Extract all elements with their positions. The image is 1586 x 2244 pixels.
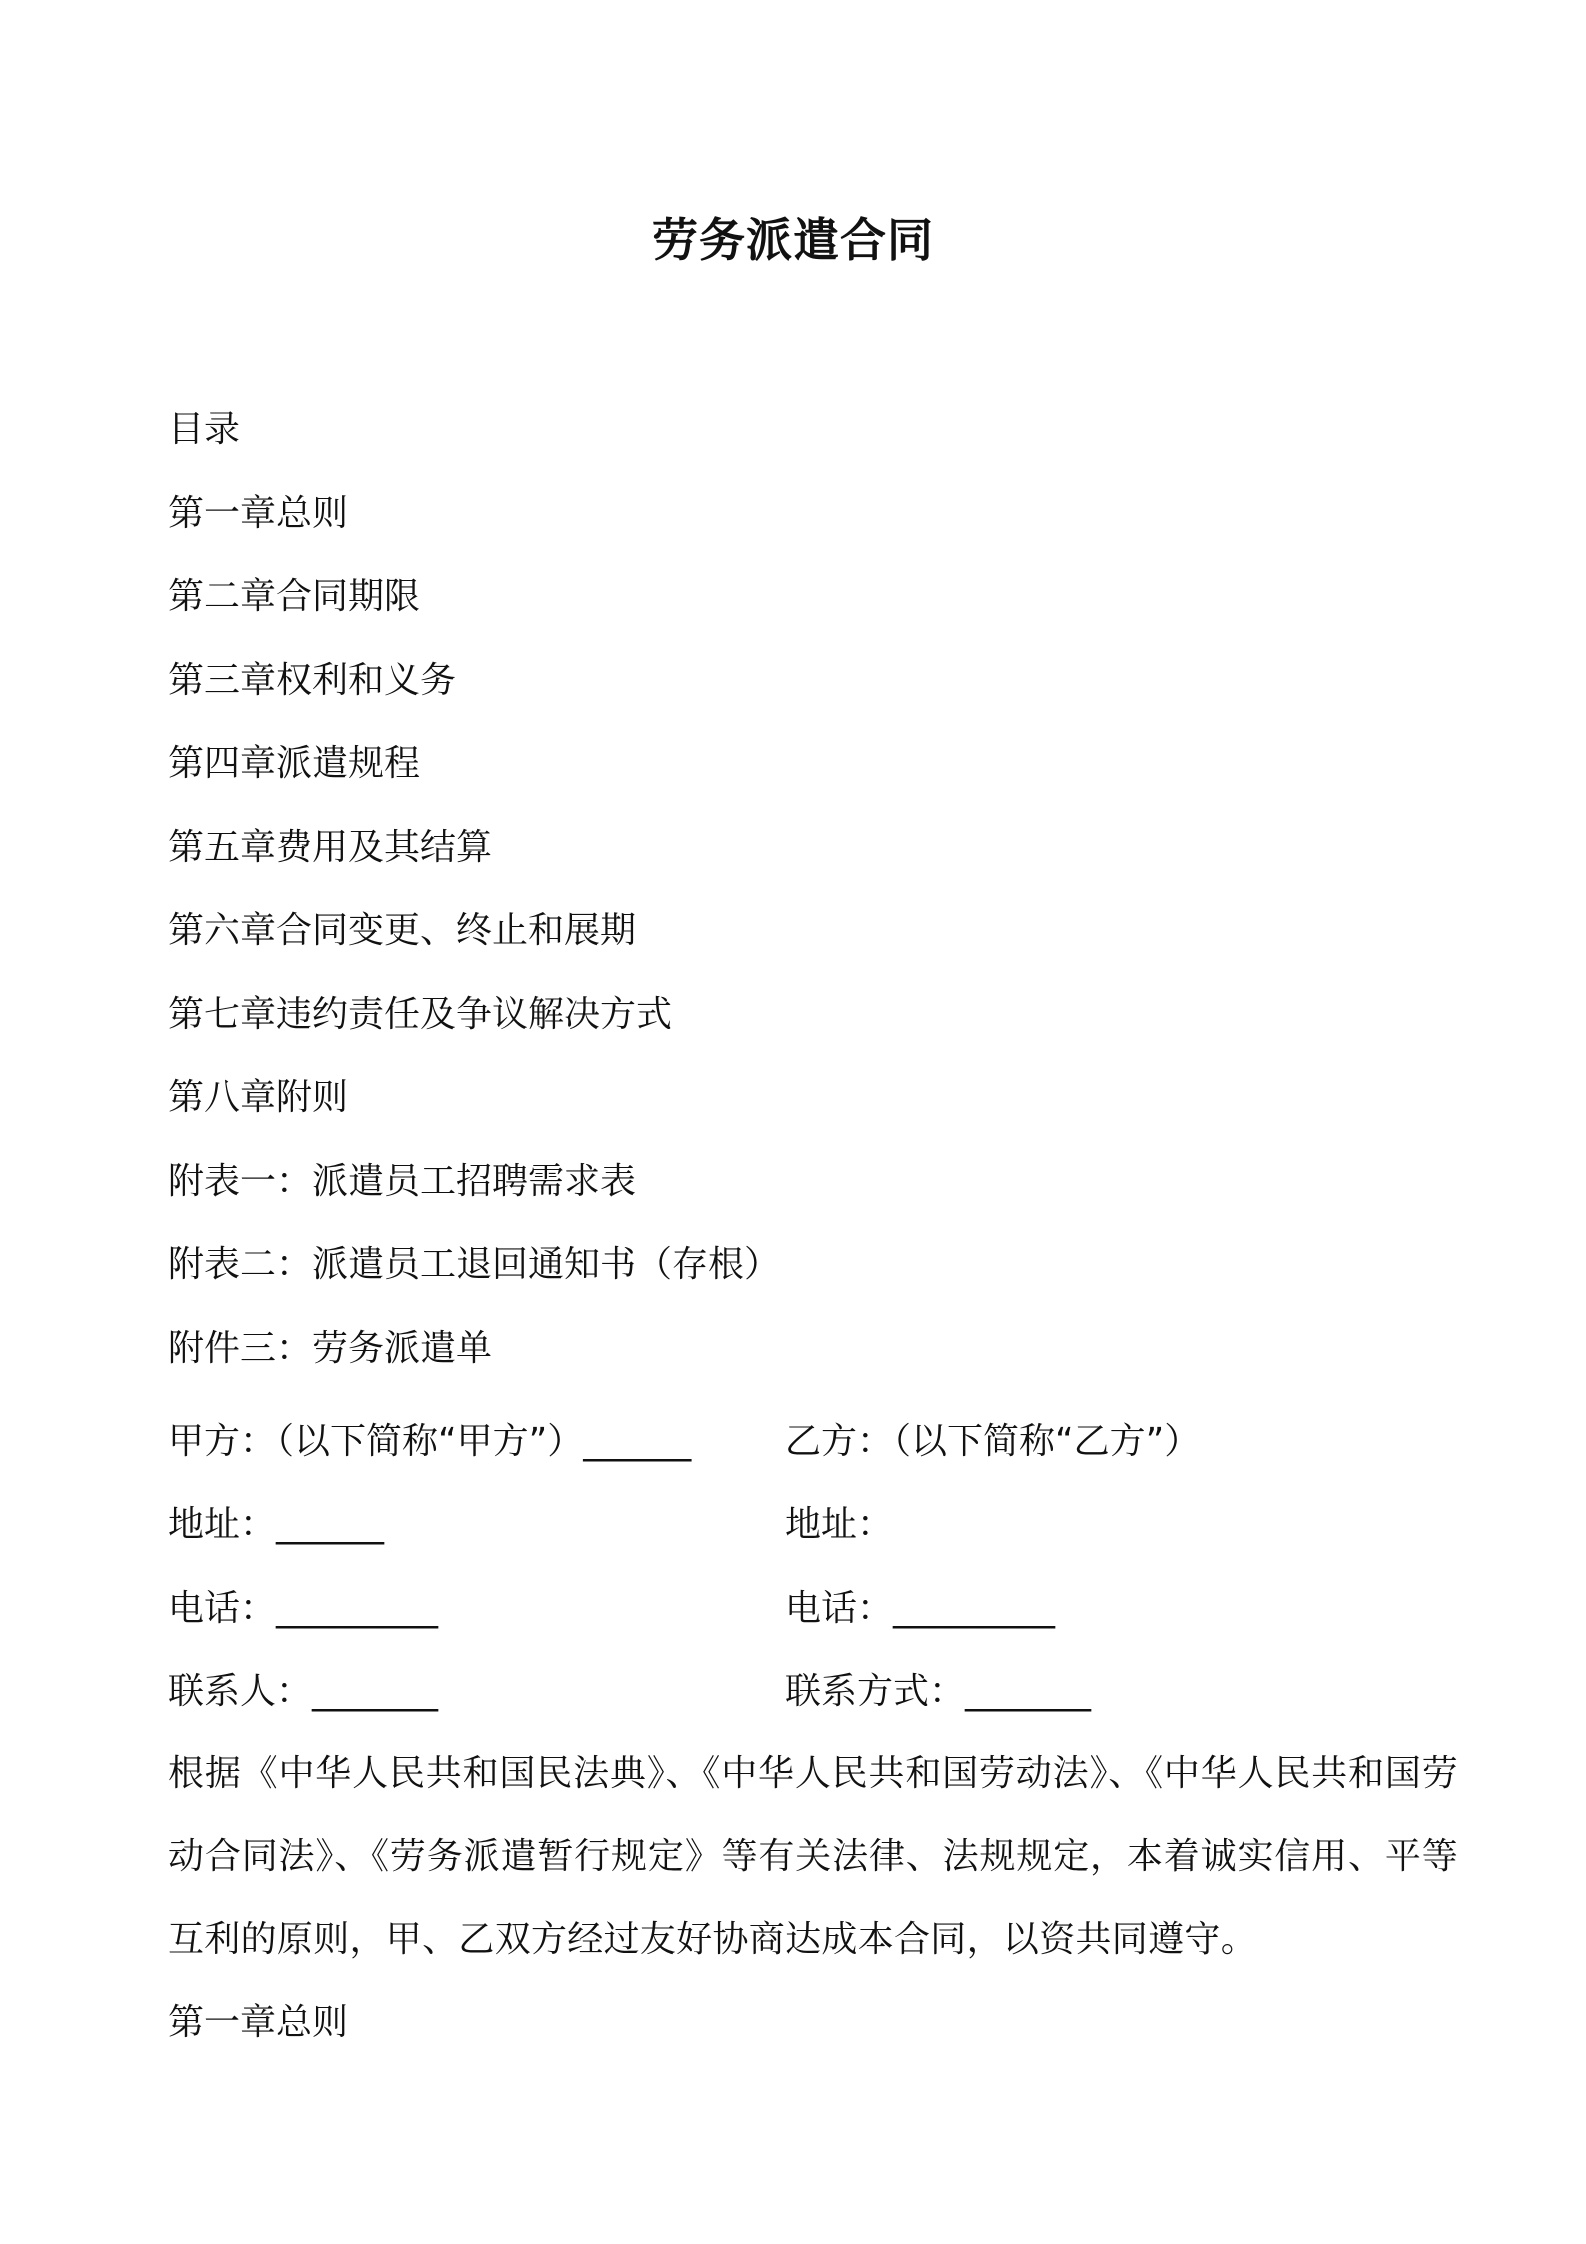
- party-a-contact: 联系人：_______: [168, 1671, 439, 1712]
- party-a-address: 地址：______: [168, 1504, 385, 1545]
- toc-item-9: 附表一：派遣员工招聘需求表: [168, 1161, 637, 1202]
- preamble-paragraph: 根据《中华人民共和国民法典》、《中华人民共和国劳动法》、《中华人民共和国劳动合同法》、《劳务派遣暂行规定》等有关法律、法规规定，本着诚实信用、平等互利的原则，甲、乙双方经过友好协商达成本合同，以资共同遵守。: [168, 1753, 1458, 1960]
- toc-heading: 目录: [168, 409, 241, 450]
- toc-item-10: 附表二：派遣员工退回通知书（存根）: [168, 1244, 781, 1285]
- toc-item-4: 第四章派遣规程: [168, 743, 421, 784]
- document-title: 劳务派遣合同: [652, 213, 934, 267]
- party-b-contact: 联系方式：_______: [785, 1671, 1092, 1712]
- party-a-name: 甲方：（以下简称“甲方”）______: [168, 1421, 692, 1462]
- party-b-phone: 电话：_________: [785, 1588, 1056, 1629]
- toc-item-1: 第一章总则: [168, 493, 349, 534]
- party-a-phone: 电话：_________: [168, 1588, 439, 1629]
- toc-item-6: 第六章合同变更、终止和展期: [168, 910, 637, 951]
- party-b-address: 地址：: [785, 1504, 894, 1545]
- toc-item-7: 第七章违约责任及争议解决方式: [168, 994, 673, 1035]
- party-b-name: 乙方：（以下简称“乙方”）: [785, 1421, 1201, 1462]
- toc-item-8: 第八章附则: [168, 1077, 349, 1118]
- toc-item-2: 第二章合同期限: [168, 576, 421, 617]
- section-heading: 第一章总则: [168, 2002, 349, 2043]
- toc-item-11: 附件三：劳务派遣单: [168, 1328, 493, 1369]
- toc-item-3: 第三章权利和义务: [168, 660, 457, 701]
- toc-item-5: 第五章费用及其结算: [168, 827, 493, 868]
